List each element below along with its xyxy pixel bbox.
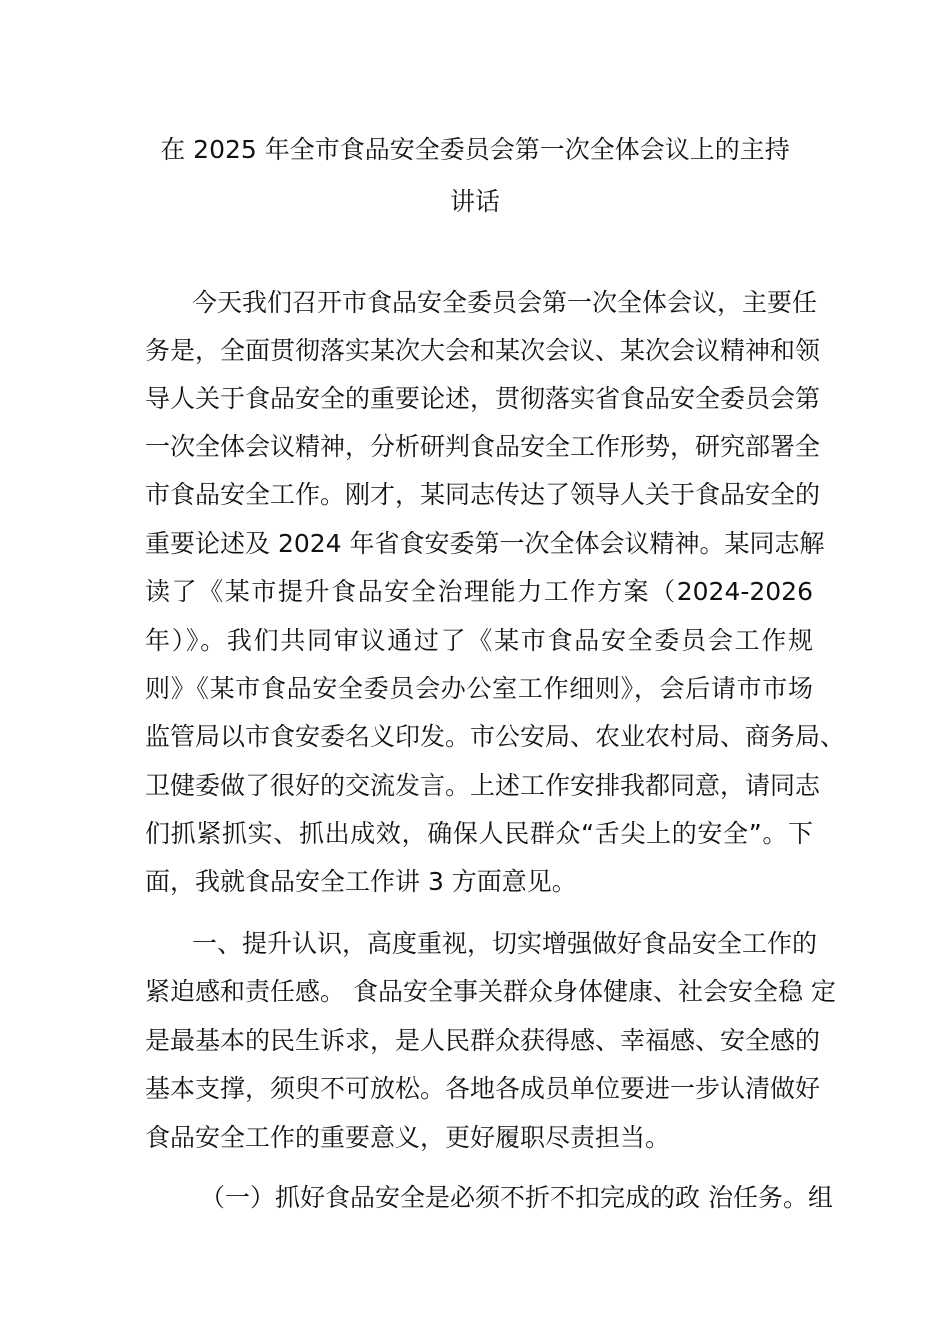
paragraph-1-line-9: 则》《某市食品安全委员会办公室工作细则》，会后请市市场	[145, 674, 813, 703]
paragraph-1-line-8: 年）》。我们共同审议通过了《某市食品安全委员会工作规	[145, 626, 813, 655]
paragraph-2-line-1: 一、提升认识，高度重视，切实增强做好食品安全工作的	[192, 929, 818, 958]
paragraph-1-line-7: 读了《某市提升食品安全治理能力工作方案（2024-2026	[145, 577, 813, 606]
paragraph-1-line-10: 监管局以市食安委名义印发。市公安局、农业农村局、商务局、	[145, 722, 846, 751]
paragraph-1-line-12: 们抓紧抓实、抓出成效，确保人民群众“舌尖上的安全”。下	[145, 819, 813, 848]
paragraph-1-line-5: 市食品安全工作。刚才，某同志传达了领导人关于食品安全的	[145, 480, 821, 509]
paragraph-2-line-2: 紧迫感和责任感。 食品安全事关群众身体健康、社会安全稳 定	[145, 977, 836, 1006]
paragraph-1-line-4: 一次全体会议精神，分析研判食品安全工作形势，研究部署全	[145, 432, 821, 461]
paragraph-2-line-4: 基本支撑，须臾不可放松。各地各成员单位要进一步认清做好	[145, 1074, 821, 1103]
paragraph-1-line-11: 卫健委做了很好的交流发言。上述工作安排我都同意，请同志	[145, 771, 821, 800]
document-title-line-1: 在 2025 年全市食品安全委员会第一次全体会议上的主持	[160, 135, 790, 164]
paragraph-1-line-2: 务是，全面贯彻落实某次大会和某次会议、某次会议精神和领	[145, 336, 821, 365]
paragraph-1-line-1: 今天我们召开市食品安全委员会第一次全体会议，主要任	[192, 288, 818, 317]
paragraph-1-line-13: 面，我就食品安全工作讲 3 方面意见。	[145, 867, 577, 896]
document-title-line-2: 讲话	[449, 187, 500, 216]
paragraph-1-line-3: 导人关于食品安全的重要论述，贯彻落实省食品安全委员会第	[145, 384, 821, 413]
paragraph-2-line-5: 食品安全工作的重要意义，更好履职尽责担当。	[145, 1123, 671, 1152]
paragraph-1-line-6: 重要论述及 2024 年省食安委第一次全体会议精神。某同志解	[145, 529, 825, 558]
paragraph-3-line-1: （一）抓好食品安全是必须不折不扣完成的政 治任务。组	[200, 1183, 833, 1212]
paragraph-2-line-3: 是最基本的民生诉求，是人民群众获得感、幸福感、安全感的	[145, 1026, 821, 1055]
